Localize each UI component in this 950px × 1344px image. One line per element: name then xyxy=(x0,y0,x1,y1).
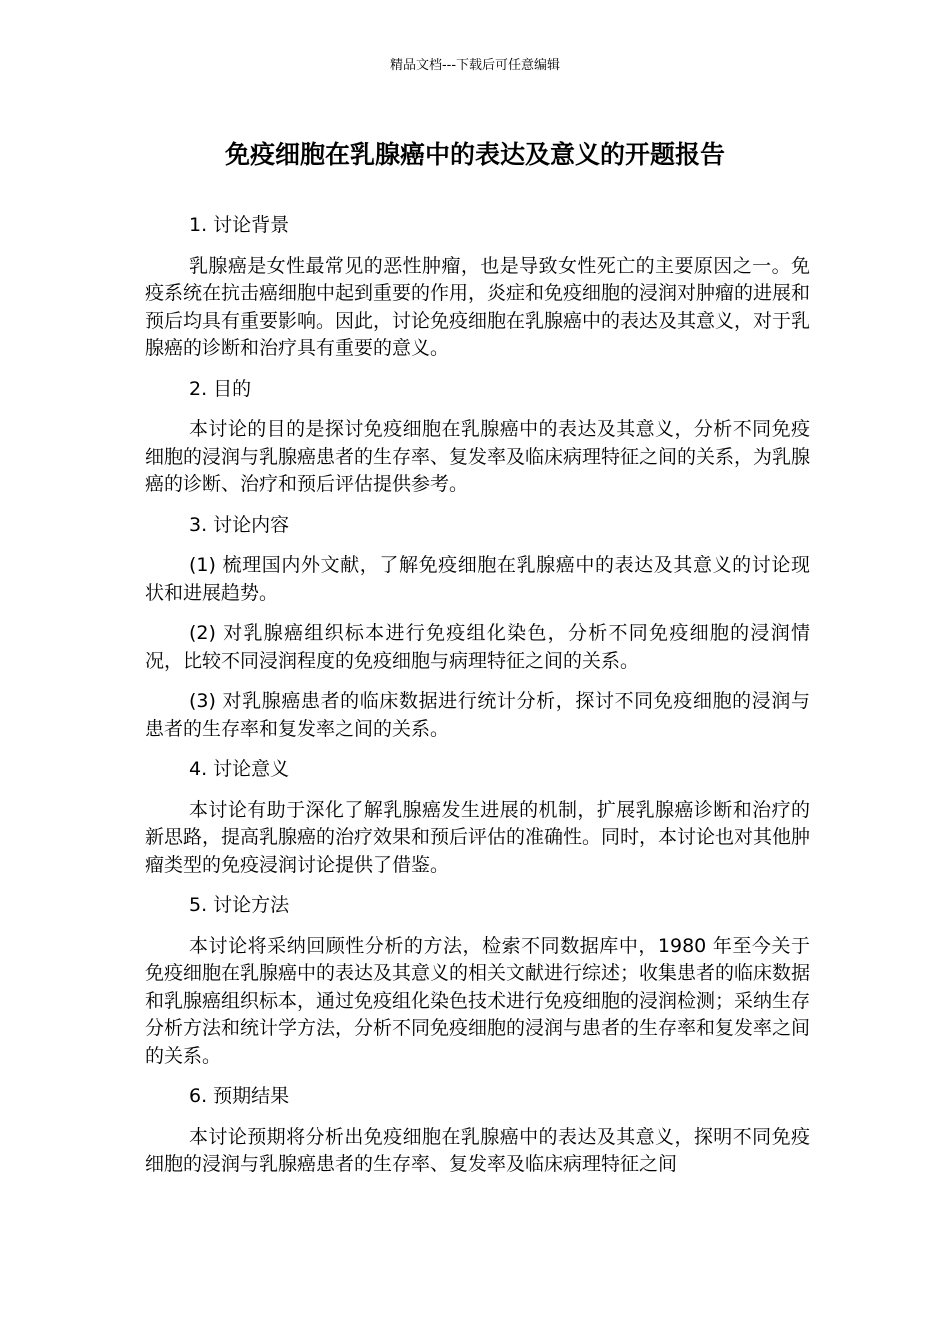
section-purpose xyxy=(145,376,810,499)
page-header: 精品文档---下载后可任意编辑 xyxy=(389,58,561,73)
section-heading: 1. 讨论背景 xyxy=(189,214,290,236)
section-heading: 3. 讨论内容 xyxy=(189,513,290,536)
document-title: 免疫细胞在乳腺癌中的表达及意义的开题报告 xyxy=(224,140,725,169)
section-expected-results xyxy=(145,1083,810,1179)
paragraph: 本讨论将采纳回顾性分析的方法，检索不同数据库中，1980 年至今关于免疫细胞在乳腺癌中的表达及其意义的相关文献进行综述；收集患者的临床数据和乳腺癌组织标本，通过免疫组化染色技术进行免疫细胞的浸润检测；采纳生存分析方法和统计学方法，分析不同免疫细胞的浸润与患者的生存率和复发率之间的关系。 xyxy=(145,934,811,1067)
section-significance xyxy=(145,756,810,879)
paragraph: (1) 梳理国内外文献，了解免疫细胞在乳腺癌中的表达及其意义的讨论现状和进展趋势。 xyxy=(145,554,810,604)
paragraph: 本讨论有助于深化了解乳腺癌发生进展的机制，扩展乳腺癌诊断和治疗的新思路，提高乳腺癌的治疗效果和预后评估的准确性。同时，本讨论也对其他肿瘤类型的免疫浸润讨论提供了借鉴。 xyxy=(145,798,811,876)
section-background xyxy=(145,212,810,363)
paragraph: 乳腺癌是女性最常见的恶性肿瘤，也是导致女性死亡的主要原因之一。免疫系统在抗击癌细胞中起到重要的作用，炎症和免疫细胞的浸润对肿瘤的进展和预后均具有重要影响。因此，讨论免疫细胞在乳腺癌中的表达及其意义，对于乳腺癌的诊断和治疗具有重要的意义。 xyxy=(145,254,811,359)
section-heading: 4. 讨论意义 xyxy=(189,758,290,780)
paragraph: 本讨论的目的是探讨免疫细胞在乳腺癌中的表达及其意义，分析不同免疫细胞的浸润与乳腺癌患者的生存率、复发率及临床病理特征之间的关系，为乳腺癌的诊断、治疗和预后评估提供参考。 xyxy=(145,418,811,495)
paragraph: (3) 对乳腺癌患者的临床数据进行统计分析，探讨不同免疫细胞的浸润与患者的生存率和复发率之间的关系。 xyxy=(145,690,810,740)
paragraph: (2) 对乳腺癌组织标本进行免疫组化染色，分析不同免疫细胞的浸润情况，比较不同浸润程度的免疫细胞与病理特征之间的关系。 xyxy=(145,622,810,672)
section-heading: 6. 预期结果 xyxy=(189,1085,290,1107)
section-methods xyxy=(145,892,810,1070)
document-body xyxy=(145,212,810,1192)
section-content xyxy=(145,512,810,744)
section-heading: 5. 讨论方法 xyxy=(189,894,290,916)
section-heading: 2. 目的 xyxy=(189,377,252,400)
paragraph: 本讨论预期将分析出免疫细胞在乳腺癌中的表达及其意义，探明不同免疫细胞的浸润与乳腺癌患者的生存率、复发率及临床病理特征之间 xyxy=(145,1125,810,1175)
